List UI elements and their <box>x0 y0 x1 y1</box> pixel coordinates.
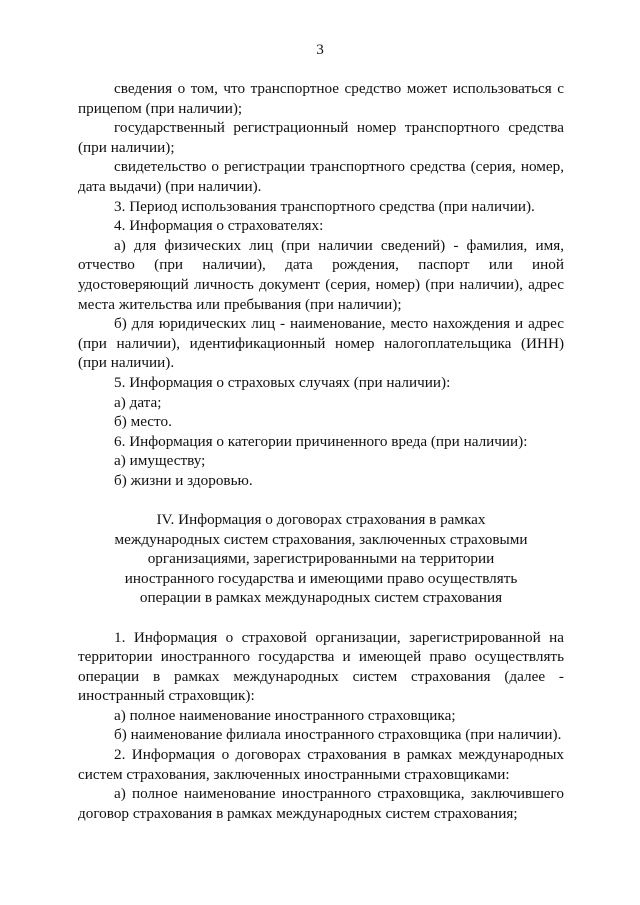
paragraph: 6. Информация о категории причиненного вреда (при наличии): <box>114 432 528 450</box>
paragraph: б) место. <box>114 413 172 431</box>
paragraph: б) наименование филиала иностранного страховщика (при наличии). <box>114 726 562 744</box>
page-number: 3 <box>316 41 324 58</box>
paragraph: а) полное наименование иностранного страховщика; <box>114 706 456 724</box>
paragraph: а) дата; <box>114 393 162 411</box>
paragraph: 5. Информация о страховых случаях (при наличии): <box>114 373 451 391</box>
paragraph: а) для физических лиц (при наличии сведений) - фамилия, имя, отчество (при наличии), дата рождения, паспорт или иной удостоверяющий личность документ (серия, номер) (при наличии), адрес места жительства или пребывания (при наличии); <box>78 236 564 313</box>
section-heading: IV. Информация о договорах страхования в рамках международных систем страхования, заключенных страховыми организациями, зарегистрированными на территории иностранного государства и имеющими право осуществлять операции в рамках международных систем страхования <box>114 511 528 607</box>
paragraph: б) для юридических лиц - наименование, место нахождения и адрес (при наличии), идентификационный номер налогоплательщика (ИНН) (при наличии). <box>78 315 564 372</box>
paragraph: б) жизни и здоровью. <box>114 471 253 489</box>
paragraph: сведения о том, что транспортное средство может использоваться с прицепом (при наличии); <box>78 80 564 117</box>
paragraph: а) полное наименование иностранного страховщика, заключившего договор страхования в рамках международных систем страхования; <box>78 785 564 822</box>
paragraph: свидетельство о регистрации транспортного средства (серия, номер, дата выдачи) (при наличии). <box>78 158 564 195</box>
paragraph: 3. Период использования транспортного средства (при наличии). <box>114 197 535 215</box>
paragraph: 1. Информация о страховой организации, зарегистрированной на территории иностранного государства и имеющей право осуществлять операции в рамках международных систем страхования (далее - иностранный страховщик): <box>78 628 564 705</box>
paragraph: а) имуществу; <box>114 452 206 470</box>
paragraph: 2. Информация о договорах страхования в рамках международных систем страхования, заключенных иностранными страховщиками: <box>78 746 564 783</box>
paragraph: государственный регистрационный номер транспортного средства (при наличии); <box>78 119 564 156</box>
document-body <box>78 79 564 823</box>
paragraph: 4. Информация о страхователях: <box>114 217 324 235</box>
